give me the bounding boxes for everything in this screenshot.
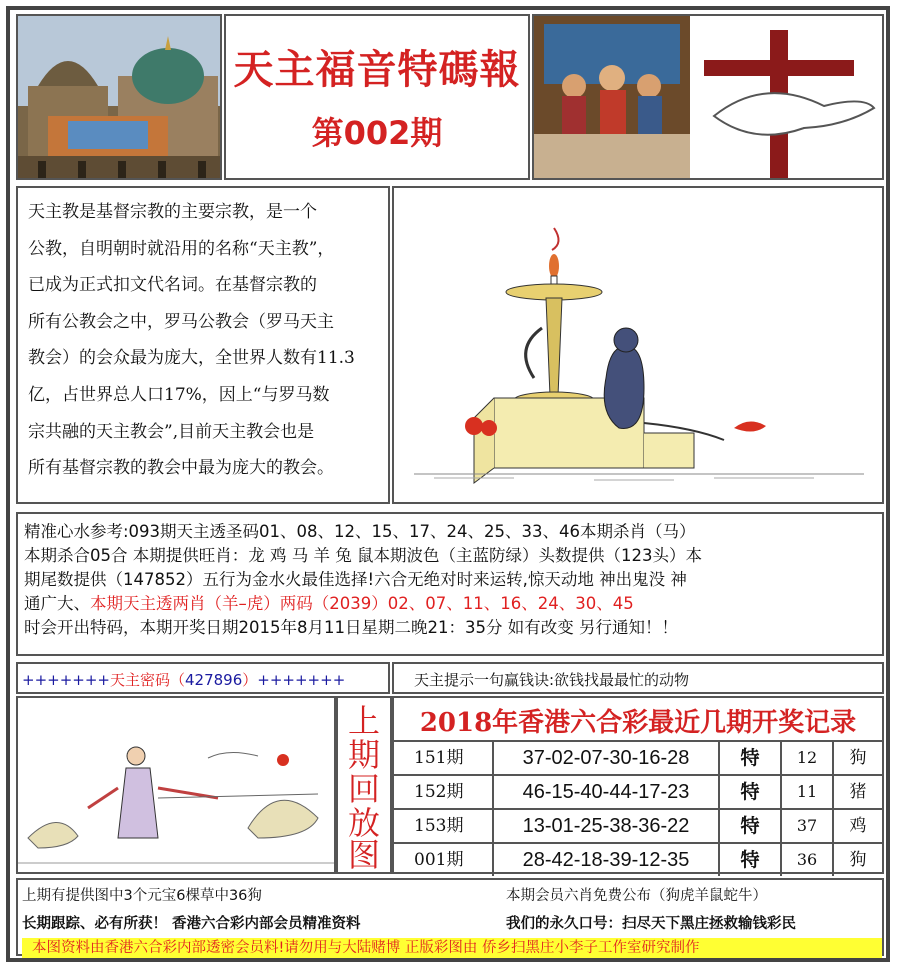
- intro-line: 宗共融的天主教会”,目前天主教会也是: [28, 421, 315, 442]
- special-label-cell: 特: [720, 776, 782, 808]
- numbers-cell: 28-42-18-39-12-35: [494, 844, 720, 876]
- intro-line: 天主教是基督宗教的主要宗教，是一个: [28, 202, 317, 222]
- footer-right-line2: 我们的永久口号：扫尽天下黑庄拯救输钱彩民: [506, 916, 796, 932]
- footer-right-line1: 本期会员六肖免费公布（狗虎羊鼠蛇牛）: [506, 888, 767, 904]
- reference-panel: [16, 512, 884, 656]
- draw-records-table: [392, 696, 884, 874]
- table-row: [394, 842, 882, 876]
- zodiac-cell: 猪: [849, 782, 867, 802]
- footer-banner: [22, 938, 882, 958]
- header-right-images: [532, 14, 884, 180]
- reference-line-black: 通广大、: [24, 594, 90, 613]
- special-number-cell: 11: [782, 776, 834, 808]
- footer-banner-text: 本图资料由香港六合彩内部透密会员料!请勿用与大陆赌博 正版彩图由 侨乡扫黑庄小李子工作室研究制作: [32, 940, 700, 956]
- intro-paragraph: [28, 194, 384, 487]
- secret-label: 天主密码（: [109, 671, 185, 689]
- issue-cell: 151期: [394, 742, 494, 774]
- last-issue-image: [16, 696, 336, 874]
- secret-close: ）: [242, 671, 258, 689]
- numbers-cell: 13-01-25-38-36-22: [494, 810, 720, 842]
- secret-suffix: +++++++: [257, 671, 346, 689]
- secret-code-text: [22, 669, 345, 690]
- last-issue-vertical-label: [336, 696, 392, 874]
- vertical-char: 期: [347, 736, 380, 774]
- footer-panel: [16, 878, 884, 956]
- vertical-char: 回: [347, 770, 380, 808]
- special-number-cell: 37: [782, 810, 834, 842]
- records-title: 2018年香港六合彩最近几期开奖记录: [419, 708, 857, 738]
- table-row: [394, 774, 882, 808]
- reference-line-red: 本期天主透两肖（羊–虎）两码（2039）02、07、11、16、24、30、45: [90, 594, 634, 613]
- special-label-cell: 特: [720, 844, 782, 876]
- issue-cell: 001期: [394, 844, 494, 876]
- intro-line: 已成为正式扣文代名词。在基督宗教的: [28, 275, 317, 296]
- intro-line: 所有公教会之中，罗马公教会（罗马天主: [28, 311, 334, 332]
- intro-line: 所有基督宗教的教会中最为庞大的教会。: [28, 458, 334, 479]
- numbers-cell: 46-15-40-44-17-23: [494, 776, 720, 808]
- footer-left-line1: 上期有提供图中3个元宝6棵草中36狗: [22, 888, 262, 904]
- intro-line: 公教，自明朝时就沿用的名称“天主教”，: [28, 238, 335, 259]
- reference-line: 期尾数提供（147852）五行为金水火最佳选择!六合无绝对时来运转,惊天动地 神出鬼没 神: [24, 570, 687, 589]
- zodiac-cell: 狗: [849, 748, 867, 768]
- footer-left-line2: 长期跟踪、必有所获！ 香港六合彩内部会员精准资料: [22, 916, 361, 932]
- table-row: [394, 740, 882, 774]
- issue-cell: 152期: [394, 776, 494, 808]
- zodiac-cell: 狗: [849, 850, 867, 870]
- hint-panel: [392, 662, 884, 694]
- special-label-cell: 特: [720, 810, 782, 842]
- reference-line: 精准心水参考:093期天主透圣码01、08、12、15、17、24、25、33、46本期杀肖（马）: [24, 522, 696, 541]
- numbers-cell: 37-02-07-30-16-28: [494, 742, 720, 774]
- hint-text: 天主提示一句赢钱诀:欲钱找最最忙的动物: [414, 671, 690, 689]
- cathedral-image: [16, 14, 222, 180]
- special-number-cell: 12: [782, 742, 834, 774]
- zodiac-cell: 鸡: [849, 816, 867, 836]
- special-number-cell: 36: [782, 844, 834, 876]
- reference-line: [24, 592, 876, 616]
- secret-code: 427896: [185, 671, 243, 689]
- vertical-char: 上: [347, 702, 380, 740]
- page-title: 天主福音特碼報: [233, 47, 521, 93]
- intro-line: 教会）的会众最为庞大，全世界人数有11.3: [28, 348, 355, 369]
- candle-mouse-illustration: [392, 186, 884, 504]
- reference-line: 本期杀合05合 本期提供旺肖：龙 鸡 马 羊 兔 鼠本期波色（主蓝防绿）头数提供（123头）本: [24, 546, 702, 565]
- reference-line: 时会开出特码，本期开奖日期2015年8月11日星期二晚21：35分 如有改变 另行通知！！: [24, 618, 678, 637]
- special-label-cell: 特: [720, 742, 782, 774]
- issue-cell: 153期: [394, 810, 494, 842]
- secret-code-panel: [16, 662, 390, 694]
- vertical-char: 图: [347, 836, 380, 874]
- header-title-panel: [224, 14, 530, 180]
- secret-prefix: +++++++: [22, 671, 110, 689]
- table-row: [394, 808, 882, 842]
- reference-text: [24, 520, 876, 640]
- intro-text-panel: [16, 186, 390, 504]
- vertical-char: 放: [347, 804, 380, 842]
- issue-number: 第002期: [311, 114, 443, 152]
- intro-line: 亿，占世界总人口17%，因上“与罗马数: [28, 384, 330, 405]
